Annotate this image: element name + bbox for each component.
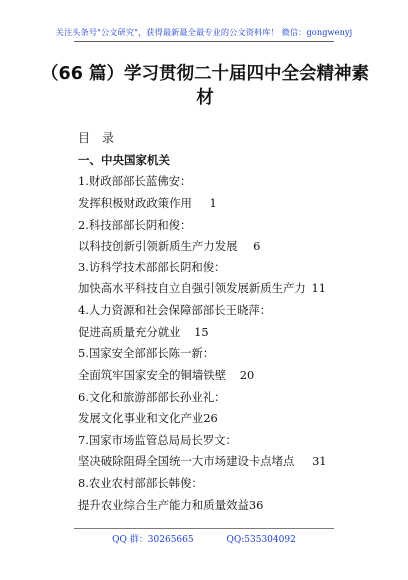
toc-entry-author: 3.访科学技术部部长阴和俊：	[78, 260, 226, 274]
toc-entry-author: 4.人力资源和社会保障部部长王晓萍：	[78, 303, 272, 317]
toc-page-number: 1	[209, 196, 217, 210]
toc-entry-title: 促进高质量充分就业	[78, 325, 181, 339]
toc-entry-article	[78, 238, 260, 254]
toc-entry-article	[78, 324, 209, 340]
toc-entry-title: 以科技创新引领新质生产力发展	[78, 239, 238, 253]
footer-divider	[74, 528, 334, 529]
footer-qq: QQ:535304092	[226, 535, 296, 545]
toc-page-number: 11	[311, 281, 326, 295]
toc-heading: 目录	[78, 131, 127, 145]
toc-entry-author: 7.国家市场监管总局局长罗文：	[78, 433, 237, 447]
toc-entry-title: 全面筑牢国家安全的铜墙铁壁	[78, 368, 227, 382]
toc-entry-title: 提升农业综合生产能力和质量效益	[78, 498, 249, 512]
header-divider	[74, 41, 334, 42]
toc-page-number: 20	[239, 368, 255, 382]
toc-page-number: 26	[203, 411, 218, 425]
toc-entry-article	[78, 367, 254, 383]
toc-entry-author: 1.财政部部长蓝佛安：	[78, 174, 192, 188]
toc-entry-article	[78, 280, 326, 296]
toc-entry-article	[78, 410, 218, 426]
toc-page-number: 15	[194, 325, 209, 339]
toc-entry-author: 2.科技部部长阴和俊：	[78, 218, 192, 232]
toc-entry-author: 6.文化和旅游部部长孙业礼：	[78, 390, 226, 404]
document-title: （66 篇）学习贯彻二十届四中全会精神素材	[41, 64, 369, 108]
toc-section-title: 一、中央国家机关	[78, 153, 170, 167]
toc-page-number: 36	[248, 498, 264, 512]
footer-qq-group: QQ 群：30265665	[112, 535, 194, 545]
toc-entry-author: 8.农业农村部部长韩俊：	[78, 476, 203, 490]
toc-entry-article	[78, 195, 217, 211]
toc-entry-title: 加快高水平科技自立自强引领发展新质生产力	[78, 281, 306, 295]
toc-entry-article	[78, 453, 327, 469]
toc-page-number: 6	[253, 239, 261, 253]
toc-entry-title: 发挥积极财政政策作用	[78, 196, 192, 210]
toc-page-number: 31	[312, 454, 327, 468]
header-promo-note: 关注头条号"公文研究"，获得最新最全最专业的公文资料库！ 微信：gongwenyj	[55, 27, 353, 37]
footer-contact	[0, 532, 408, 545]
toc-entry-title: 坚决破除阻碍全国统一大市场建设卡点堵点	[78, 454, 295, 468]
toc-entry-title: 发展文化事业和文化产业	[78, 411, 204, 425]
toc-entry-author: 5.国家安全部部长陈一新：	[78, 346, 215, 360]
toc-entry-article	[78, 497, 263, 513]
